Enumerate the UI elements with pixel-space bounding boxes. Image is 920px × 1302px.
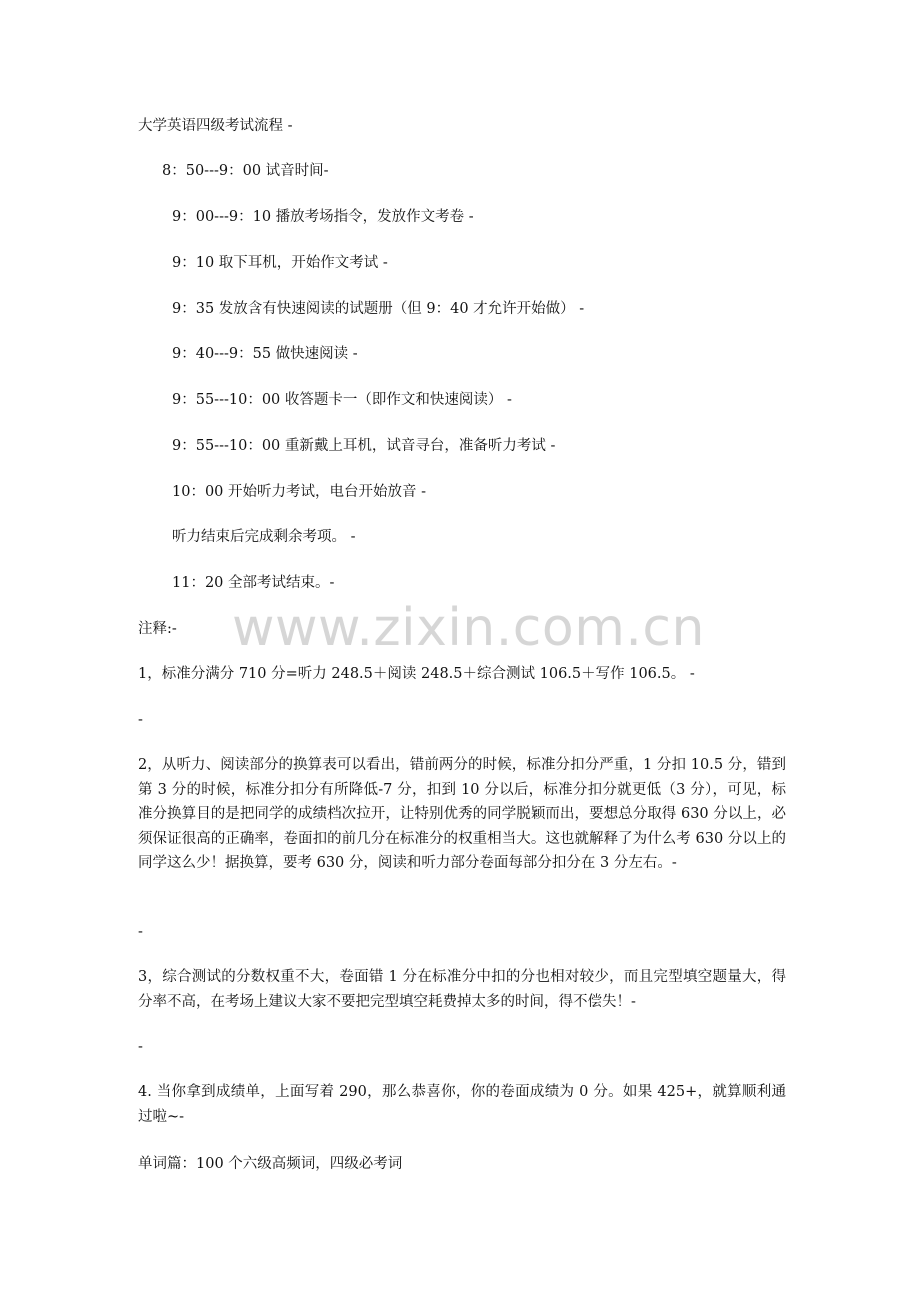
notes-heading: 注释:- <box>138 621 177 637</box>
separator-dash: - <box>138 924 143 940</box>
schedule-item: 9：55---10：00 收答题卡一（即作文和快速阅读） - <box>172 392 512 408</box>
note-1: 1，标准分满分 710 分=听力 248.5＋阅读 248.5＋综合测试 106.5＋写作 106.5。 - <box>138 666 695 682</box>
schedule-item: 10：00 开始听力考试，电台开始放音 - <box>172 484 427 500</box>
note-3: 3，综合测试的分数权重不大，卷面错 1 分在标准分中扣的分也相对较少，而且完型填空题量大，得分率不高，在考场上建议大家不要把完型填空耗费掉太多的时间，得不偿失！- <box>138 969 786 1010</box>
note-2: 2，从听力、阅读部分的换算表可以看出，错前两分的时候，标准分扣分严重，1 分扣 10.5 分，错到第 3 分的时候，标准分扣分有所降低-7 分，扣到 10 分以后，标准分扣分就更低（3 分），可见，标准分换算目的是把同学的成绩档次拉开，让特别优秀的同学脱颖而出，要想总分取得 630 分以上，必须保证很高的正确率，卷面扣的前几分在标准分的权重相当大。这也就解释了为什么考 630 分以上的同学这么少！据换算，要考 630 分，阅读和听力部分卷面每部分扣分在 3 分左右。- <box>138 757 786 871</box>
separator-dash: - <box>138 712 143 728</box>
schedule-item: 听力结束后完成剩余考项。 - <box>172 529 356 545</box>
schedule-item: 9：00---9：10 播放考场指令，发放作文考卷 - <box>172 209 474 225</box>
schedule-item: 9：40---9：55 做快速阅读 - <box>172 346 358 362</box>
schedule-item: 11：20 全部考试结束。- <box>172 575 335 591</box>
separator-dash: - <box>138 1039 143 1055</box>
schedule-item: 9：55---10：00 重新戴上耳机，试音寻台，准备听力考试 - <box>172 438 556 454</box>
schedule-item: 9：35 发放含有快速阅读的试题册（但 9：40 才允许开始做） - <box>172 301 585 317</box>
doc-title: 大学英语四级考试流程 - <box>138 118 293 134</box>
note-4: 4. 当你拿到成绩单，上面写着 290，那么恭喜你，你的卷面成绩为 0 分。如果 425+，就算顺利通过啦~- <box>138 1084 786 1125</box>
schedule-item: 9：10 取下耳机，开始作文考试 - <box>172 255 388 271</box>
site-watermark: www.zixin.com.cn <box>232 598 705 658</box>
schedule-item: 8：50---9：00 试音时间- <box>162 163 329 179</box>
vocab-heading: 单词篇：100 个六级高频词，四级必考词 <box>138 1156 403 1172</box>
